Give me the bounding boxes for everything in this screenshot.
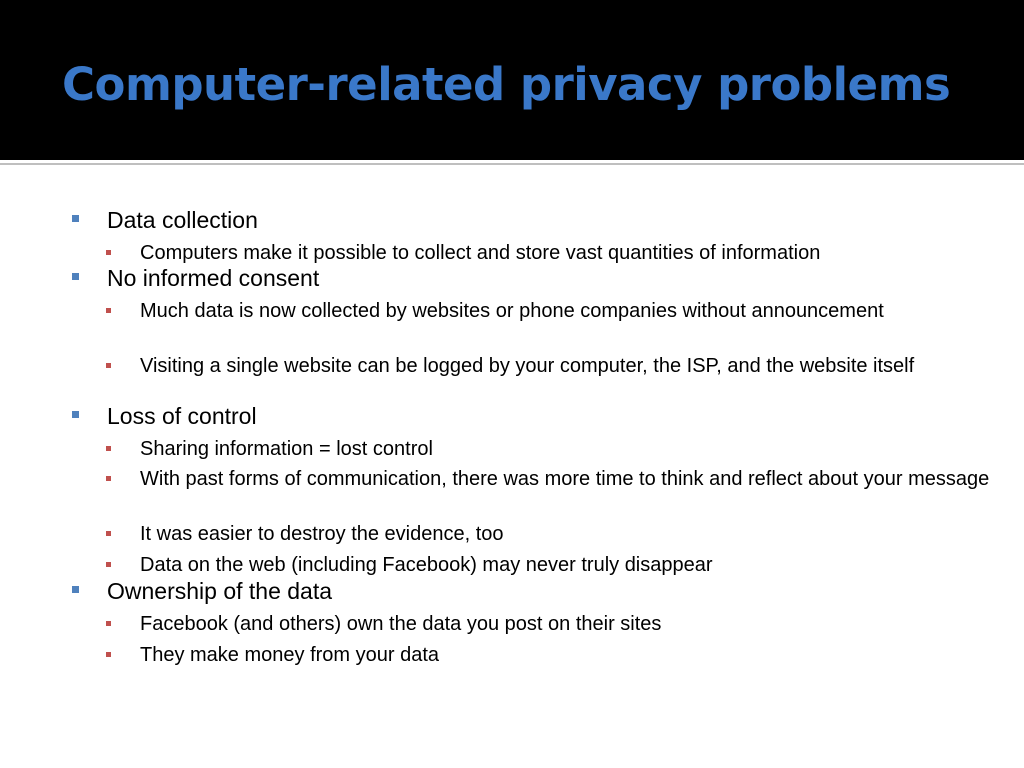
- sub-bullet-text: Sharing information = lost control: [140, 438, 433, 460]
- square-bullet-icon: [106, 308, 111, 313]
- square-bullet-icon: [72, 273, 79, 280]
- slide-title: Computer-related privacy problems: [62, 58, 951, 111]
- square-bullet-icon: [106, 531, 111, 536]
- square-bullet-icon: [72, 411, 79, 418]
- sub-bullet-text: With past forms of communication, there was more time to think and reflect about your message: [140, 468, 990, 490]
- square-bullet-icon: [72, 215, 79, 222]
- square-bullet-icon: [106, 652, 111, 657]
- sub-bullet-text: They make money from your data: [140, 644, 440, 666]
- square-bullet-icon: [106, 562, 111, 567]
- bullet-text: Ownership of the data: [107, 578, 333, 604]
- bullet-text: No informed consent: [107, 265, 320, 291]
- sub-bullet-text: It was easier to destroy the evidence, too: [140, 523, 504, 545]
- square-bullet-icon: [106, 363, 111, 368]
- sub-bullet-text: Facebook (and others) own the data you post on their sites: [140, 613, 662, 635]
- sub-bullet-text: Much data is now collected by websites or phone companies without announcement: [140, 300, 884, 322]
- square-bullet-icon: [72, 586, 79, 593]
- square-bullet-icon: [106, 621, 111, 626]
- bullet-text: Loss of control: [107, 403, 257, 429]
- square-bullet-icon: [106, 250, 111, 255]
- sub-bullet-text: Visiting a single website can be logged by your computer, the ISP, and the website itself: [140, 355, 915, 377]
- sub-bullet-text: Computers make it possible to collect and store vast quantities of information: [140, 242, 821, 264]
- bullet-text: Data collection: [107, 207, 258, 233]
- sub-bullet-text: Data on the web (including Facebook) may never truly disappear: [140, 554, 713, 576]
- square-bullet-icon: [106, 446, 111, 451]
- square-bullet-icon: [106, 476, 111, 481]
